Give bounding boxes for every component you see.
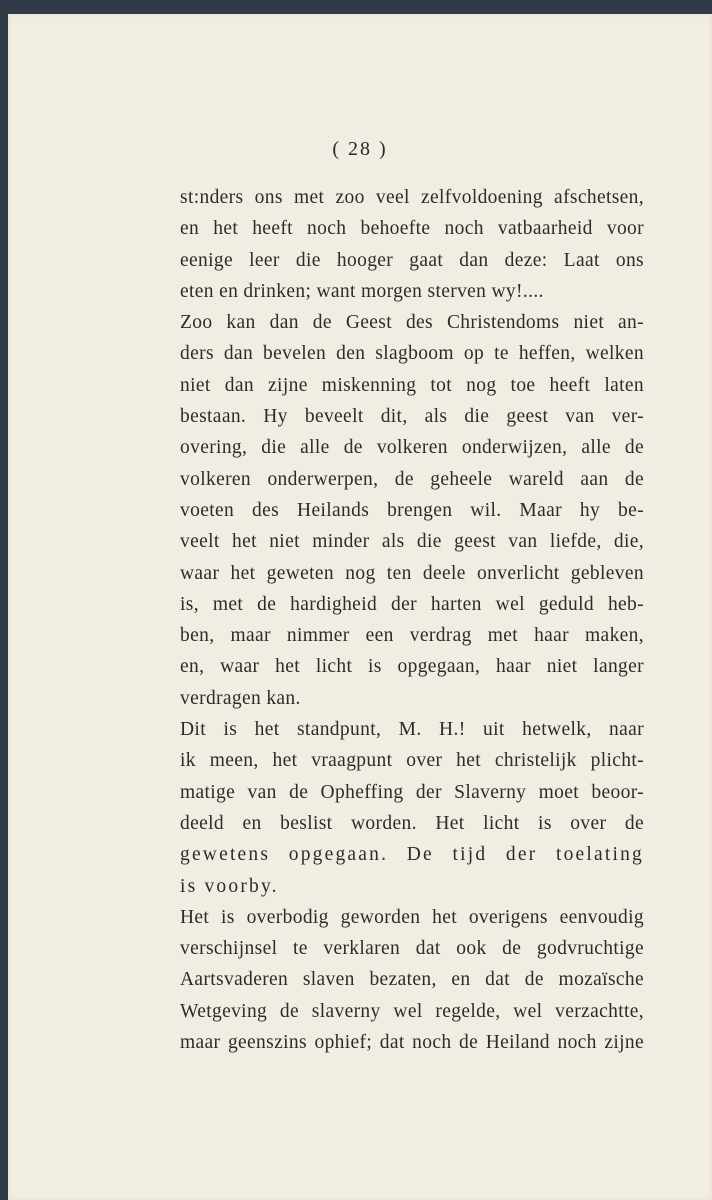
book-page bbox=[8, 14, 712, 1200]
text-line: bestaan. Hy beveelt dit, als die geest van ver- bbox=[180, 406, 644, 428]
text-line: verschijnsel te verklaren dat ook de godvruchtige bbox=[180, 938, 644, 960]
text-line: eenige leer die hooger gaat dan deze: Laat ons bbox=[180, 249, 644, 271]
text-line: Dit is het standpunt, M. H.! uit hetwelk, naar bbox=[180, 719, 644, 741]
text-line: is, met de hardigheid der harten wel geduld heb- bbox=[180, 593, 644, 615]
text-line: maar geenszins ophief; dat noch de Heiland noch zijne bbox=[180, 1032, 644, 1054]
text-line: overing, die alle de volkeren onderwijzen, alle de bbox=[180, 437, 644, 459]
text-line: voeten des Heilands brengen wil. Maar hy be- bbox=[180, 499, 644, 521]
text-line: gewetens opgegaan. De tijd der toelating bbox=[180, 844, 644, 866]
text-line: niet dan zijne miskenning tot nog toe heeft laten bbox=[180, 374, 644, 396]
text-line: ders dan bevelen den slagboom op te heffen, welken bbox=[180, 343, 644, 365]
text-line: matige van de Opheffing der Slaverny moet beoor- bbox=[180, 781, 644, 803]
text-line: st:nders ons met zoo veel zelfvoldoening afschetsen, bbox=[180, 187, 644, 208]
text-line: en, waar het licht is opgegaan, haar niet langer bbox=[180, 656, 644, 678]
text-line: eten en drinken; want morgen sterven wy!.... bbox=[180, 280, 544, 302]
text-line: ben, maar nimmer een verdrag met haar maken, bbox=[180, 625, 644, 647]
text-line: waar het geweten nog ten deele onverlicht gebleven bbox=[180, 562, 644, 584]
body-text bbox=[180, 182, 644, 1058]
text-line: Aartsvaderen slaven bezaten, en dat de mozaïsche bbox=[180, 969, 644, 991]
text-line: ik meen, het vraagpunt over het christelijk plicht- bbox=[180, 750, 644, 772]
page-number: ( 28 ) bbox=[332, 138, 388, 160]
text-line: verdragen kan. bbox=[180, 687, 301, 709]
text-line: Het is overbodig geworden het overigens eenvoudig bbox=[180, 906, 644, 928]
text-line: Zoo kan dan de Geest des Christendoms niet an- bbox=[180, 312, 644, 334]
text-line: deeld en beslist worden. Het licht is over de bbox=[180, 812, 644, 834]
text-line: volkeren onderwerpen, de geheele wareld aan de bbox=[180, 468, 644, 490]
text-line: Wetgeving de slaverny wel regelde, wel verzachtte, bbox=[180, 1000, 644, 1022]
text-line: is voorby. bbox=[180, 875, 279, 897]
text-line: veelt het niet minder als die geest van liefde, die, bbox=[180, 531, 644, 553]
text-line: en het heeft noch behoefte noch vatbaarheid voor bbox=[180, 218, 644, 240]
